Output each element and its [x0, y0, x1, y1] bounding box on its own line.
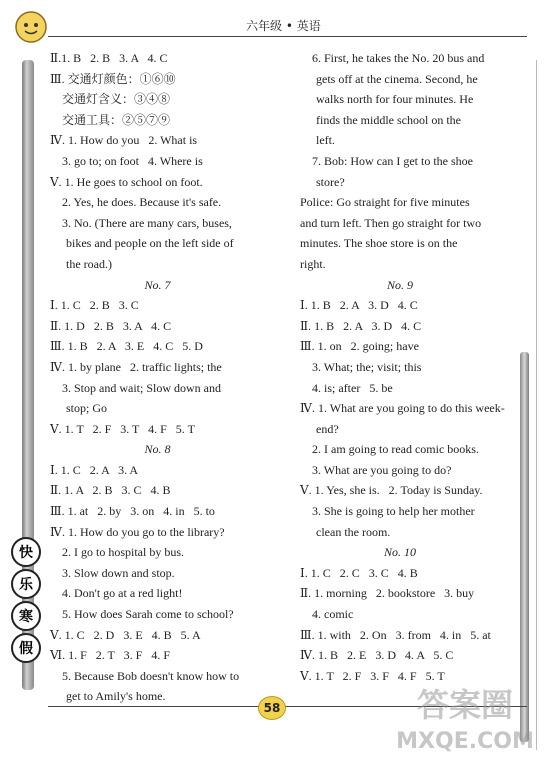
answer-line: 交通工具：②⑤⑦⑨: [62, 112, 171, 127]
watermark-line2: MXQE.COM: [396, 729, 534, 754]
answer-line: Ⅲ. 1. on 2. going; have: [300, 339, 419, 354]
mascot-logo-icon: [14, 10, 48, 44]
answer-line: left.: [316, 133, 335, 148]
watermark-line1: 答案圈: [416, 686, 514, 724]
answer-line: Ⅴ. 1. T 2. F 3. F 4. F 5. T: [300, 668, 445, 683]
answer-line: 5. How does Sarah come to school?: [62, 607, 234, 622]
answer-line: clean the room.: [316, 524, 391, 539]
answer-line: get to Amily's home.: [66, 689, 166, 704]
right-margin-rule: [536, 60, 537, 750]
answer-line: Ⅱ.1. B 2. B 3. A 4. C: [50, 51, 168, 65]
left-answer-column: [50, 48, 265, 707]
answer-line: right.: [300, 256, 326, 271]
answer-line: Ⅲ. 1. with 2. On 3. from 4. in 5. at: [300, 627, 491, 642]
answer-line: 交通灯含义：③④⑧: [62, 92, 171, 107]
answer-line: 3. Slow down and stop.: [62, 565, 175, 580]
page-header-title: 六年级 • 英语: [246, 19, 321, 33]
answer-line: Ⅲ. 交通灯颜色：①⑥⑩: [50, 71, 176, 86]
section-heading: No. 7: [144, 277, 171, 292]
answer-line: Ⅱ. 1. morning 2. bookstore 3. buy: [300, 586, 475, 601]
section-heading: No. 8: [144, 442, 171, 457]
stamp-char: 快: [19, 545, 33, 561]
answer-line: bikes and people on the left side of: [66, 236, 234, 251]
answer-line: the road.): [66, 256, 112, 271]
answer-line: 6. First, he takes the No. 20 bus and: [312, 51, 485, 65]
answer-line: 2. I go to hospital by bus.: [62, 545, 184, 560]
right-answer-column: [300, 48, 505, 686]
answer-line: Ⅱ. 1. B 2. A 3. D 4. C: [300, 318, 422, 333]
answer-line: Ⅰ. 1. C 2. C 3. C 4. B: [300, 565, 418, 580]
answer-line: minutes. The shoe store is on the: [300, 236, 458, 251]
answer-line: Ⅰ. 1. C 2. A 3. A: [50, 462, 139, 477]
page-number: 58: [258, 696, 286, 720]
answer-line: Ⅲ. 1. at 2. by 3. on 4. in 5. to: [50, 504, 215, 519]
answer-line: Ⅰ. 1. B 2. A 3. D 4. C: [300, 298, 418, 313]
answer-line: 3. What; the; visit; this: [312, 359, 422, 374]
answer-line: Ⅳ. 1. How do you 2. What is: [50, 133, 198, 148]
answer-line: Ⅴ. 1. C 2. D 3. E 4. B 5. A: [50, 627, 201, 642]
answer-line: Police: Go straight for five minutes: [300, 195, 470, 210]
answer-line: Ⅳ. 1. How do you go to the library?: [50, 524, 225, 539]
answer-line: Ⅴ. 1. T 2. F 3. T 4. F 5. T: [50, 421, 195, 436]
answer-line: Ⅴ. 1. Yes, she is. 2. Today is Sunday.: [300, 483, 483, 498]
answer-line: stop; Go: [66, 401, 108, 416]
answer-line: 4. comic: [312, 607, 354, 622]
answer-line: 4. is; after 5. be: [312, 380, 393, 395]
answer-line: 2. I am going to read comic books.: [312, 442, 479, 457]
answer-line: Ⅵ. 1. F 2. T 3. F 4. F: [50, 648, 170, 663]
answer-line: 7. Bob: How can I get to the shoe: [312, 153, 473, 168]
answer-line: 3. Stop and wait; Slow down and: [62, 380, 221, 395]
answer-line: walks north for four minutes. He: [316, 92, 474, 107]
answer-line: Ⅱ. 1. A 2. B 3. C 4. B: [50, 483, 171, 498]
answer-line: Ⅳ. 1. by plane 2. traffic lights; the: [50, 359, 222, 374]
section-heading: No. 9: [386, 277, 413, 292]
answer-line: 2. Yes, he does. Because it's safe.: [62, 195, 222, 210]
answer-line: finds the middle school on the: [316, 112, 461, 127]
answer-line: Ⅳ. 1. What are you going to do this week-: [300, 401, 505, 416]
answer-line: 4. Don't go at a red light!: [62, 586, 183, 601]
answer-line: Ⅰ. 1. C 2. B 3. C: [50, 298, 139, 313]
stamp-char: 假: [19, 641, 33, 657]
answer-line: 5. Because Bob doesn't know how to: [62, 668, 240, 683]
answer-line: 3. No. (There are many cars, buses,: [62, 215, 232, 230]
answer-line: end?: [316, 421, 339, 436]
answer-line: Ⅳ. 1. B 2. E 3. D 4. A 5. C: [300, 648, 454, 663]
header-divider: [48, 36, 527, 37]
answer-line: Ⅱ. 1. D 2. B 3. A 4. C: [50, 318, 172, 333]
happy-winter-holiday-stamp: [6, 536, 46, 666]
stamp-char: 乐: [19, 577, 33, 593]
answer-line: Ⅲ. 1. B 2. A 3. E 4. C 5. D: [50, 339, 203, 354]
stamp-char: 寒: [19, 609, 33, 625]
answer-line: 3. She is going to help her mother: [312, 504, 475, 519]
answer-line: Ⅴ. 1. He goes to school on foot.: [50, 174, 203, 189]
section-heading: No. 10: [383, 545, 416, 560]
answer-line: 3. go to; on foot 4. Where is: [62, 153, 203, 168]
answer-line: 3. What are you going to do?: [312, 462, 452, 477]
answer-line: store?: [316, 174, 345, 189]
site-watermark-logo: [380, 678, 550, 758]
answer-line: gets off at the cinema. Second, he: [316, 71, 478, 86]
answer-line: and turn left. Then go straight for two: [300, 215, 482, 230]
